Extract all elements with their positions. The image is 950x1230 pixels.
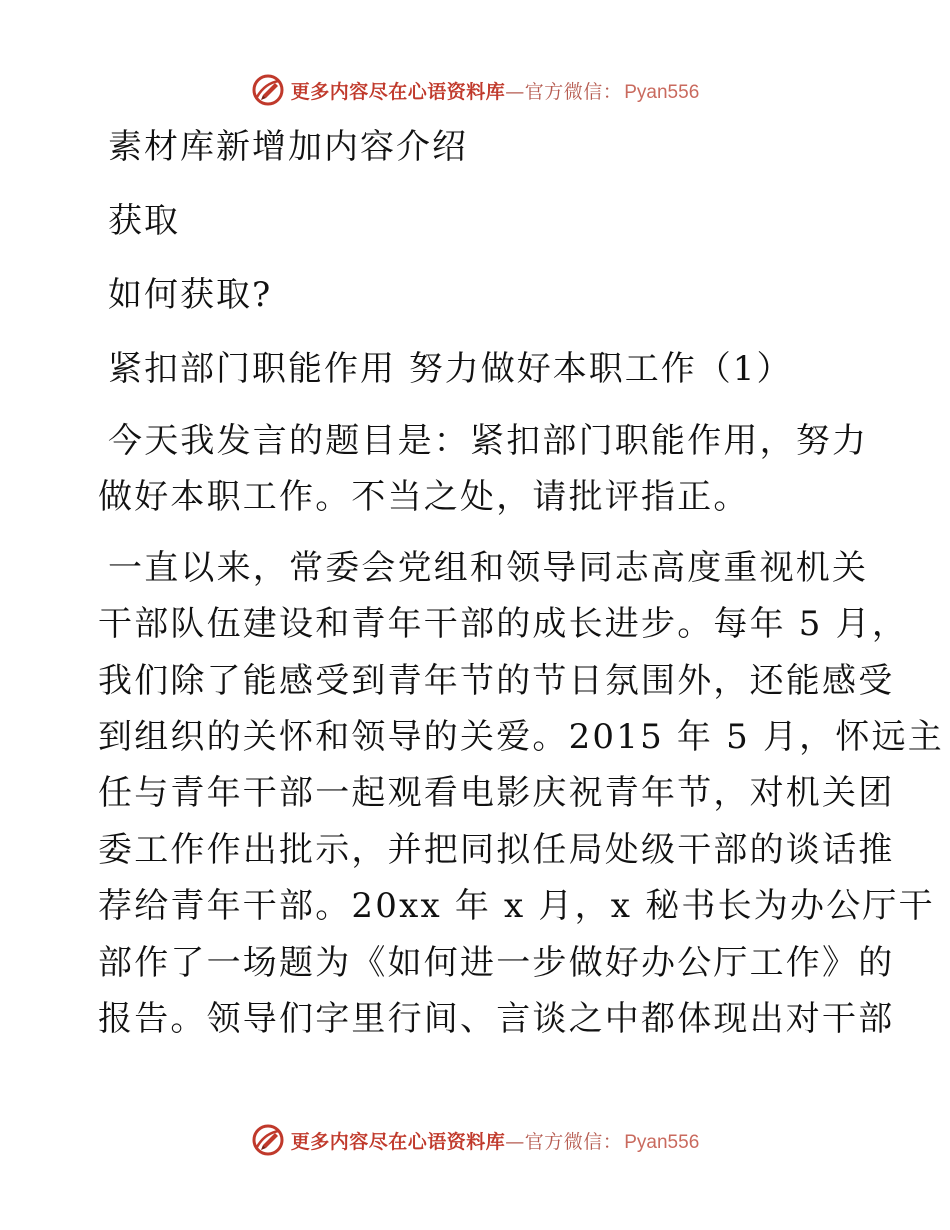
- pen-logo-icon: [251, 1123, 285, 1157]
- pen-logo-icon: [251, 73, 285, 107]
- paragraph-line: 报告。领导们字里行间、言谈之中都体现出对干部: [98, 999, 895, 1040]
- banner-wechat-id: Pyan556: [624, 81, 700, 103]
- paragraph-line: 做好本职工作。不当之处，请批评指正。: [98, 477, 750, 518]
- banner-text: [291, 77, 700, 104]
- paragraph-line: 干部队伍建设和青年干部的成长进步。每年 5 月，: [98, 604, 909, 645]
- paragraph-line: 到组织的关怀和领导的关爱。2015 年 5 月，怀远主: [98, 717, 944, 758]
- banner-wechat-label: 官方微信：: [524, 80, 623, 103]
- banner-wechat-id: Pyan556: [624, 1131, 700, 1153]
- banner-dash: —: [505, 1130, 525, 1153]
- banner-wechat-label: 官方微信：: [524, 1130, 623, 1153]
- document-body: [98, 118, 944, 1047]
- paragraph-line: 部作了一场题为《如何进一步做好办公厅工作》的: [98, 942, 895, 983]
- header-banner: [0, 68, 950, 112]
- paragraph-intro: [98, 413, 869, 526]
- banner-dash: —: [505, 80, 525, 103]
- heading-obtain: 获取: [108, 201, 180, 241]
- paragraph-line: 我们除了能感受到青年节的节日氛围外，还能感受: [98, 660, 895, 701]
- paragraph-body: [98, 540, 944, 1048]
- banner-main-text: 更多内容尽在心语资料库: [290, 1130, 506, 1153]
- footer-banner: [0, 1118, 950, 1162]
- paragraph-line: 今天我发言的题目是：紧扣部门职能作用，努力: [108, 421, 869, 461]
- heading-article-title: 紧扣部门职能作用 努力做好本职工作（1）: [108, 349, 793, 389]
- paragraph-line: 荐给青年干部。20xx 年 x 月，x 秘书长为办公厅干: [98, 886, 935, 927]
- banner-text: [291, 1127, 700, 1154]
- paragraph-line: 一直以来，常委会党组和领导同志高度重视机关: [108, 547, 869, 588]
- heading-how-to-obtain: 如何获取?: [108, 275, 273, 315]
- heading-material-intro: 素材库新增加内容介绍: [108, 127, 468, 167]
- paragraph-line: 委工作作出批示，并把同拟任局处级干部的谈话推: [98, 829, 895, 870]
- paragraph-line: 任与青年干部一起观看电影庆祝青年节，对机关团: [98, 773, 895, 814]
- banner-main-text: 更多内容尽在心语资料库: [290, 80, 506, 103]
